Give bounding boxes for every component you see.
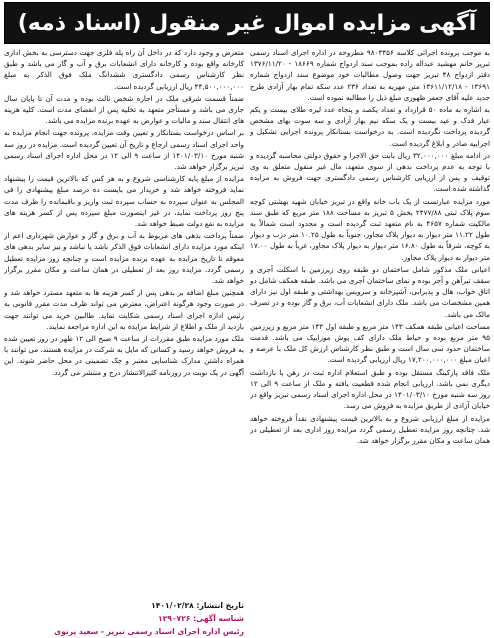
- left-column-body: [4, 47, 244, 598]
- right-column: [250, 47, 490, 637]
- paragraph: به موجب پرونده اجرائی کلاسه ۹۸۰۳۴۵۶ مطروحه در اداره اجرای اسناد رسمی تبریز خانم مهشید عبداله زاده بموجب سند ازدواج شماره ۱۸۶۶۹ - ۱۳۷۶/۱۱/۲۰ دفتر ازدواج ۴۸ تبریز جهت وصول مطالبات خود موضوع سند ازدواج شماره ۱۳۶۹۱ - ۱۳۶۱۱/۱۲/۱۸ متن مهریه به تعداد ۲۳۶ عدد سکه تمام بهار آزادی طرح جدید علیه آقای جعفر ظهوری مبلغ ذیل را مطالبه نموده است.: [250, 48, 490, 102]
- paragraph: در ادامه مبلغ ۳۲,۰۰۰,۰۰۰ ریال بابت حق الاجرا و حقوق دولتی محاسبه گردیده و با توجه به عدم پرداخت بدهی از سوی متعهد، مال غیر منقول متعلق به وی توقیف و پس از ارزیابی کارشناس رسمی دادگستری جهت فروش به مزایده گذاشته شده است.: [250, 150, 490, 194]
- notice-footer: [4, 598, 244, 637]
- notice-id: شناسه آگهی: ۱۲۹۰۷۲۶: [158, 614, 244, 623]
- paragraph: مزایده از مبلغ پایه کارشناسی شروع و به هر کس که بالاترین قیمت را پیشنهاد نماید فروخته خواهد شد و خریدار می بایست ده درصد مبلغ پیشنهادی را فی المجلس به عنوان سپرده به حساب سپرده ثبت واریز و باقیمانده را ظرف مدت پنج روز پرداخت نماید، در غیر اینصورت مبلغ سپرده پس از کسر هزینه های مزایده به نفع دولت ضبط خواهد شد.: [4, 174, 244, 229]
- notice-columns: [4, 47, 490, 637]
- paragraph: همچنین مبلغ اضافه بر بدهی پس از کسر هزینه ها به متعهد مسترد خواهد شد و در صورت وجود هرگونه اعتراض، معترض می تواند ظرف مدت مقرر قانونی به رئیس اداره اجرای اسناد رسمی شکایت نماید. طالبین خرید می توانند جهت بازدید از ملک و اطلاع از شرایط مزایده به این اداره مراجعه نمایند.: [4, 288, 244, 331]
- paragraph: به اشاره به ماده ۵۰ قرارداد و تعداد یکصد و پنجاه عدد لیره طلای بیست و یکم عیار فدک و عید بیست و یک سکه نیم بهار آزادی و سه سوت بهای مشخص گردیده پرداخت نگردیده است. به درخواست بستانکار پرونده اجرایی تشکیل و اجراییه صادر و ابلاغ گردیده است.: [250, 105, 490, 148]
- paragraph: مورد مزایده عبارتست از یک باب خانه واقع در تبریز خیابان شهید بهشتی کوچه سوم پلاک ثبتی ۲۴۷۷/۸۸ بخش ۵ تبریز به مساحت ۱۸۸ متر مربع که طبق سند مالکیت شماره ۴۶۵۷ به نام متعهد ثبت گردیده است و محدود است شمالاً به طول ۱۱.۲۲ متر دیوار به دیوار پلاک مجاور، جنوباً به طول ۱۰.۲۵ متر درب و دیوار به کوچه، شرقاً به طول ۱۶.۸۰ متر دیوار به دیوار پلاک مجاور، غرباً به طول ۱۷.۰۰ متر دیوار به دیوار پلاک مجاور.: [250, 196, 490, 262]
- paragraph: ملک مورد مزایده طبق مقررات از ساعت ۹ صبح الی ۱۲ ظهر در روز تعیین شده به فروش خواهد رسید و کسانی که مایل به شرکت در مزایده هستند، می توانند با همراه داشتن مدارک شناسایی معتبر و چک تضمینی در محل حاضر شوند. این آگهی در یک نوبت در روزنامه کثیرالانتشار درج و منتشر می گردد.: [4, 334, 244, 377]
- paragraph: ضمناً پرداخت بدهی های مربوط به آب و برق و گاز و عوارض شهرداری اعم از اینکه مورد مزایده دارای انشعابات فوق الذکر باشد یا نباشد و نیز سایر بدهی های معوقه تا تاریخ مزایده به عهده برنده مزایده است و چنانچه روز مزایده تعطیل رسمی گردد، مزایده روز بعد از تعطیلی در همان ساعت و مکان مقرر برگزار خواهد شد.: [4, 231, 244, 286]
- paragraph: مزایده از مبلغ ارزیابی شروع و به بالاترین قیمت پیشنهادی نقداً فروخته خواهد شد. چنانچه روز مزایده تعطیل رسمی گردد مزایده روز اداری بعد از تعطیلی در همان ساعت و مکان مقرر برگزار خواهد شد.: [250, 413, 490, 445]
- paragraph: بر اساس درخواست بستانکار و تعیین وقت مزایده، پرونده جهت انجام مزایده به واحد اجرای اسناد رسمی ارجاع و تاریخ آن تعیین گردیده است. مزایده در روز سه شنبه مورخ ۱۴۰۱/۰۳/۱۰ از ساعت ۹ الی ۱۲ در محل اداره اجرای اسناد رسمی تبریز برگزار خواهد شد.: [4, 128, 244, 172]
- paragraph: اعیانی ملک مذکور شامل ساختمان دو طبقه روی زیرزمین با اسکلت آجری و سقف تیرآهن و آجر بوده و نمای ساختمان آجری می باشد. طبقه همکف شامل دو اتاق خواب، هال و پذیرایی، آشپزخانه و سرویس بهداشتی و طبقه اول نیز دارای همین مشخصات می باشد. ملک دارای انشعابات آب، برق و گاز بوده و در تصرف مالک می باشد.: [250, 264, 490, 319]
- left-column: [4, 47, 244, 637]
- paragraph: متعرض و وجود دارد که در داخل آن راه پله فلزی جهت دسترسی به بخش اداری کارخانه واقع بوده و کارخانه دارای انشعابات برق و آب و گاز می باشد و طبق نظر کارشناس رسمی دادگستری ششدانگ ملک فوق الذکر به مبلغ ۴۴,۵۰۰,۰۰۰,۰۰۰ ریال ارزیابی گردیده است.: [4, 48, 244, 91]
- paragraph: ملک فاقد پارکینگ مستقل بوده و طبق استعلام اداره ثبت در رهن یا بازداشت دیگری نمی باشد. ارزیابی انجام شده قطعیت یافته و ملک از ساعت ۹ الی ۱۲ روز سه شنبه مورخ ۱۴۰۱/۰۳/۱۰ در محل اداره اجرای اسناد رسمی تبریز واقع در خیابان آزادی از طریق مزایده به فروش می رسد.: [250, 367, 490, 411]
- paragraph: مساحت اعیانی طبقه همکف ۱۴۳ متر مربع و طبقه اول ۱۴۳ متر مربع و زیرزمین ۹۵ متر مربع بوده و حیاط ملک دارای کف پوش موزاییک می باشد. قدمت ساختمان حدود سی سال است و طبق نظر کارشناس ارزش کل ملک با عرصه و اعیان مبلغ ۱۷,۲۰۰,۰۰۰,۰۰۰ ریال ارزیابی گردیده است.: [250, 321, 490, 365]
- paragraph: ضمناً قسمت شرقی ملک در اجاره شخص ثالث بوده و مدت آن تا پایان سال جاری می باشد و مستأجر متعهد به تخلیه پس از انقضای مدت است. کلیه هزینه های انتقال سند و مالیات و عوارض به عهده برنده مزایده می باشد.: [4, 93, 244, 126]
- signer-line: رئیس اداره اجرای اسناد رسمی تبریز - سعید پرتوی: [54, 627, 244, 636]
- publish-date: تاریخ انتشار: ۱۴۰۱/۰۲/۲۸: [151, 601, 244, 610]
- notice-title: آگهی مزایده اموال غیر منقول (اسناد ذمه): [4, 2, 490, 44]
